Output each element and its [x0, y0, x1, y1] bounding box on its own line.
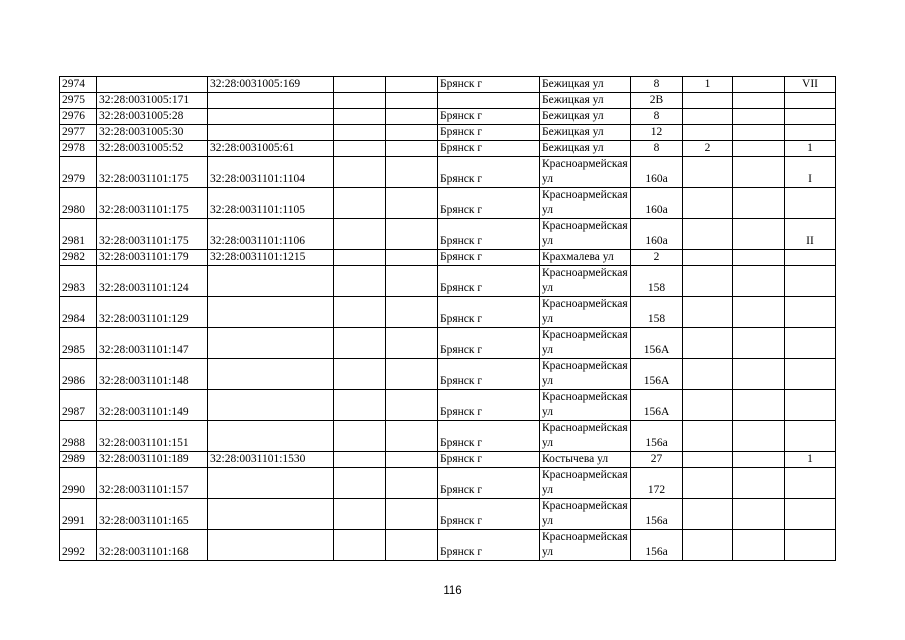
row-number-cell: 2977: [60, 125, 97, 141]
empty-cell: [386, 499, 438, 530]
cadastral-number-cell: 32:28:0031101:168: [97, 530, 208, 561]
table-row: [60, 157, 836, 188]
house-number-cell: 158: [631, 266, 683, 297]
premises-cell: [785, 125, 836, 141]
parent-cadastral-cell: 32:28:0031005:169: [208, 77, 334, 93]
city-cell: Брянск г: [438, 219, 540, 250]
empty-cell: [386, 141, 438, 157]
row-number-cell: 2982: [60, 250, 97, 266]
empty-cell: [733, 157, 785, 188]
row-number-cell: 2986: [60, 359, 97, 390]
empty-cell: [733, 109, 785, 125]
street-cell: Красноармейская ул: [540, 219, 631, 250]
empty-cell: [733, 188, 785, 219]
empty-cell: [733, 93, 785, 109]
building-cell: 1: [683, 77, 733, 93]
empty-cell: [386, 250, 438, 266]
empty-cell: [733, 125, 785, 141]
table-row: [60, 77, 836, 93]
street-cell: Красноармейская ул: [540, 468, 631, 499]
parent-cadastral-cell: 32:28:0031101:1106: [208, 219, 334, 250]
city-cell: Брянск г: [438, 328, 540, 359]
cadastral-number-cell: 32:28:0031101:157: [97, 468, 208, 499]
house-number-cell: 156А: [631, 328, 683, 359]
cadastral-number-cell: 32:28:0031101:189: [97, 452, 208, 468]
parent-cadastral-cell: [208, 421, 334, 452]
premises-cell: II: [785, 219, 836, 250]
building-cell: [683, 421, 733, 452]
empty-cell: [733, 499, 785, 530]
premises-cell: [785, 188, 836, 219]
city-cell: Брянск г: [438, 141, 540, 157]
parent-cadastral-cell: [208, 266, 334, 297]
table-row: [60, 452, 836, 468]
cadastral-number-cell: 32:28:0031005:28: [97, 109, 208, 125]
parent-cadastral-cell: 32:28:0031101:1530: [208, 452, 334, 468]
house-number-cell: 156А: [631, 359, 683, 390]
empty-cell: [386, 77, 438, 93]
empty-cell: [733, 141, 785, 157]
cadastral-number-cell: 32:28:0031005:30: [97, 125, 208, 141]
empty-cell: [386, 157, 438, 188]
empty-cell: [334, 188, 386, 219]
premises-cell: 1: [785, 141, 836, 157]
cadastral-number-cell: 32:28:0031101:129: [97, 297, 208, 328]
empty-cell: [334, 250, 386, 266]
cadastral-number-cell: 32:28:0031101:165: [97, 499, 208, 530]
street-cell: Красноармейская ул: [540, 530, 631, 561]
empty-cell: [334, 328, 386, 359]
empty-cell: [334, 157, 386, 188]
parent-cadastral-cell: [208, 328, 334, 359]
parent-cadastral-cell: 32:28:0031005:61: [208, 141, 334, 157]
empty-cell: [386, 452, 438, 468]
house-number-cell: 2В: [631, 93, 683, 109]
empty-cell: [733, 390, 785, 421]
cadastral-number-cell: 32:28:0031005:171: [97, 93, 208, 109]
city-cell: Брянск г: [438, 109, 540, 125]
cadastral-number-cell: 32:28:0031101:175: [97, 188, 208, 219]
empty-cell: [733, 452, 785, 468]
cadastral-number-cell: 32:28:0031101:147: [97, 328, 208, 359]
cadastral-number-cell: 32:28:0031101:175: [97, 219, 208, 250]
building-cell: [683, 499, 733, 530]
cadastral-number-cell: 32:28:0031101:149: [97, 390, 208, 421]
empty-cell: [386, 188, 438, 219]
house-number-cell: 156а: [631, 530, 683, 561]
city-cell: Брянск г: [438, 266, 540, 297]
table-row: [60, 250, 836, 266]
city-cell: Брянск г: [438, 390, 540, 421]
premises-cell: [785, 421, 836, 452]
parent-cadastral-cell: [208, 297, 334, 328]
house-number-cell: 158: [631, 297, 683, 328]
row-number-cell: 2978: [60, 141, 97, 157]
empty-cell: [386, 421, 438, 452]
parent-cadastral-cell: [208, 468, 334, 499]
building-cell: [683, 468, 733, 499]
empty-cell: [334, 452, 386, 468]
building-cell: [683, 188, 733, 219]
building-cell: [683, 359, 733, 390]
empty-cell: [334, 359, 386, 390]
house-number-cell: 8: [631, 109, 683, 125]
empty-cell: [386, 109, 438, 125]
house-number-cell: 27: [631, 452, 683, 468]
empty-cell: [334, 390, 386, 421]
house-number-cell: 172: [631, 468, 683, 499]
city-cell: Брянск г: [438, 452, 540, 468]
premises-cell: [785, 390, 836, 421]
row-number-cell: 2985: [60, 328, 97, 359]
empty-cell: [334, 125, 386, 141]
premises-cell: [785, 499, 836, 530]
building-cell: [683, 530, 733, 561]
empty-cell: [386, 390, 438, 421]
premises-cell: I: [785, 157, 836, 188]
table-row: [60, 297, 836, 328]
city-cell: Брянск г: [438, 359, 540, 390]
street-cell: Красноармейская ул: [540, 188, 631, 219]
street-cell: Бежицкая ул: [540, 109, 631, 125]
city-cell: Брянск г: [438, 297, 540, 328]
parent-cadastral-cell: 32:28:0031101:1105: [208, 188, 334, 219]
building-cell: [683, 452, 733, 468]
building-cell: 2: [683, 141, 733, 157]
table-row: [60, 390, 836, 421]
house-number-cell: 12: [631, 125, 683, 141]
parent-cadastral-cell: [208, 499, 334, 530]
city-cell: Брянск г: [438, 468, 540, 499]
empty-cell: [386, 359, 438, 390]
empty-cell: [334, 468, 386, 499]
street-cell: Красноармейская ул: [540, 297, 631, 328]
street-cell: Бежицкая ул: [540, 77, 631, 93]
premises-cell: [785, 530, 836, 561]
cadastral-number-cell: 32:28:0031101:175: [97, 157, 208, 188]
house-number-cell: 8: [631, 141, 683, 157]
parent-cadastral-cell: [208, 359, 334, 390]
table-row: [60, 109, 836, 125]
street-cell: Красноармейская ул: [540, 359, 631, 390]
building-cell: [683, 157, 733, 188]
city-cell: Брянск г: [438, 157, 540, 188]
parent-cadastral-cell: [208, 109, 334, 125]
empty-cell: [334, 499, 386, 530]
house-number-cell: 156а: [631, 499, 683, 530]
table-row: [60, 266, 836, 297]
cadastral-number-cell: [97, 77, 208, 93]
page-number: 116: [443, 585, 462, 597]
empty-cell: [733, 219, 785, 250]
street-cell: Красноармейская ул: [540, 421, 631, 452]
row-number-cell: 2989: [60, 452, 97, 468]
table-row: [60, 141, 836, 157]
table-row: [60, 468, 836, 499]
city-cell: Брянск г: [438, 499, 540, 530]
empty-cell: [386, 297, 438, 328]
row-number-cell: 2981: [60, 219, 97, 250]
row-number-cell: 2991: [60, 499, 97, 530]
premises-cell: [785, 266, 836, 297]
empty-cell: [386, 219, 438, 250]
premises-cell: [785, 297, 836, 328]
empty-cell: [733, 266, 785, 297]
empty-cell: [334, 530, 386, 561]
empty-cell: [334, 93, 386, 109]
house-number-cell: 2: [631, 250, 683, 266]
empty-cell: [386, 530, 438, 561]
building-cell: [683, 297, 733, 328]
house-number-cell: 160а: [631, 157, 683, 188]
empty-cell: [733, 77, 785, 93]
building-cell: [683, 125, 733, 141]
street-cell: Бежицкая ул: [540, 125, 631, 141]
house-number-cell: 160а: [631, 188, 683, 219]
row-number-cell: 2984: [60, 297, 97, 328]
house-number-cell: 8: [631, 77, 683, 93]
premises-cell: VII: [785, 77, 836, 93]
premises-cell: [785, 359, 836, 390]
empty-cell: [334, 77, 386, 93]
street-cell: Бежицкая ул: [540, 141, 631, 157]
city-cell: Брянск г: [438, 188, 540, 219]
empty-cell: [334, 109, 386, 125]
city-cell: Брянск г: [438, 125, 540, 141]
premises-cell: [785, 93, 836, 109]
building-cell: [683, 328, 733, 359]
row-number-cell: 2976: [60, 109, 97, 125]
empty-cell: [334, 141, 386, 157]
empty-cell: [386, 468, 438, 499]
row-number-cell: 2974: [60, 77, 97, 93]
building-cell: [683, 266, 733, 297]
table-row: [60, 125, 836, 141]
building-cell: [683, 250, 733, 266]
empty-cell: [733, 468, 785, 499]
premises-cell: 1: [785, 452, 836, 468]
street-cell: Костычева ул: [540, 452, 631, 468]
table-row: [60, 188, 836, 219]
empty-cell: [334, 297, 386, 328]
city-cell: [438, 93, 540, 109]
parent-cadastral-cell: [208, 125, 334, 141]
empty-cell: [733, 328, 785, 359]
building-cell: [683, 390, 733, 421]
row-number-cell: 2990: [60, 468, 97, 499]
street-cell: Красноармейская ул: [540, 266, 631, 297]
empty-cell: [386, 93, 438, 109]
table-row: [60, 359, 836, 390]
empty-cell: [386, 125, 438, 141]
parent-cadastral-cell: 32:28:0031101:1104: [208, 157, 334, 188]
empty-cell: [386, 266, 438, 297]
city-cell: Брянск г: [438, 77, 540, 93]
house-number-cell: 156а: [631, 421, 683, 452]
empty-cell: [733, 359, 785, 390]
table-row: [60, 93, 836, 109]
house-number-cell: 156А: [631, 390, 683, 421]
cadastral-number-cell: 32:28:0031005:52: [97, 141, 208, 157]
empty-cell: [733, 297, 785, 328]
city-cell: Брянск г: [438, 250, 540, 266]
cadastral-number-cell: 32:28:0031101:148: [97, 359, 208, 390]
row-number-cell: 2975: [60, 93, 97, 109]
registry-table: [59, 76, 836, 561]
building-cell: [683, 109, 733, 125]
street-cell: Бежицкая ул: [540, 93, 631, 109]
empty-cell: [386, 328, 438, 359]
premises-cell: [785, 468, 836, 499]
empty-cell: [733, 530, 785, 561]
parent-cadastral-cell: [208, 530, 334, 561]
street-cell: Крахмалева ул: [540, 250, 631, 266]
table-row: [60, 499, 836, 530]
house-number-cell: 160а: [631, 219, 683, 250]
street-cell: Красноармейская ул: [540, 499, 631, 530]
cadastral-number-cell: 32:28:0031101:179: [97, 250, 208, 266]
city-cell: Брянск г: [438, 530, 540, 561]
table-row: [60, 328, 836, 359]
table-row: [60, 530, 836, 561]
empty-cell: [334, 266, 386, 297]
empty-cell: [334, 421, 386, 452]
building-cell: [683, 93, 733, 109]
parent-cadastral-cell: 32:28:0031101:1215: [208, 250, 334, 266]
street-cell: Красноармейская ул: [540, 157, 631, 188]
empty-cell: [334, 219, 386, 250]
city-cell: Брянск г: [438, 421, 540, 452]
row-number-cell: 2988: [60, 421, 97, 452]
cadastral-number-cell: 32:28:0031101:151: [97, 421, 208, 452]
street-cell: Красноармейская ул: [540, 328, 631, 359]
cadastral-number-cell: 32:28:0031101:124: [97, 266, 208, 297]
table-row: [60, 421, 836, 452]
street-cell: Красноармейская ул: [540, 390, 631, 421]
empty-cell: [733, 421, 785, 452]
premises-cell: [785, 250, 836, 266]
row-number-cell: 2987: [60, 390, 97, 421]
row-number-cell: 2979: [60, 157, 97, 188]
building-cell: [683, 219, 733, 250]
row-number-cell: 2992: [60, 530, 97, 561]
parent-cadastral-cell: [208, 390, 334, 421]
table-body: [60, 77, 836, 561]
premises-cell: [785, 109, 836, 125]
empty-cell: [733, 250, 785, 266]
row-number-cell: 2980: [60, 188, 97, 219]
parent-cadastral-cell: [208, 93, 334, 109]
row-number-cell: 2983: [60, 266, 97, 297]
premises-cell: [785, 328, 836, 359]
table-row: [60, 219, 836, 250]
